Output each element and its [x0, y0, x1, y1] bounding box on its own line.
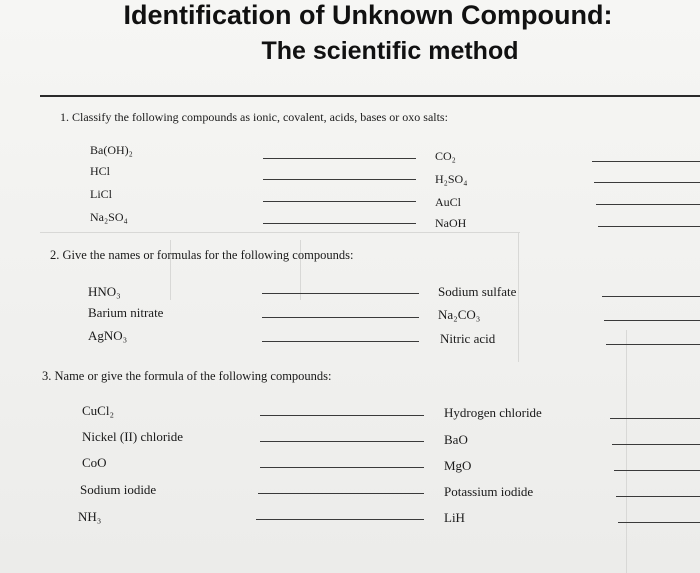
answer-blank[interactable] [596, 204, 700, 205]
compound-label: NaOH [435, 216, 467, 230]
answer-blank[interactable] [263, 201, 416, 202]
compound-label: Sodium sulfate [438, 284, 517, 299]
compound-label: Na₂SO₄ [90, 210, 128, 224]
compound-label: LiCl [90, 187, 113, 201]
compound-label: AgNO₃ [88, 328, 128, 343]
compound-label: MgO [444, 458, 472, 473]
title-divider [40, 95, 700, 97]
answer-blank[interactable] [260, 441, 424, 442]
answer-blank[interactable] [598, 226, 700, 227]
compound-label: HNO₃ [88, 284, 121, 299]
answer-blank[interactable] [602, 296, 700, 297]
compound-label: HCl [90, 164, 111, 178]
compound-label: Potassium iodide [444, 484, 534, 499]
answer-blank[interactable] [256, 519, 424, 520]
compound-label: LiH [444, 510, 465, 525]
compound-label: Nitric acid [440, 331, 496, 346]
background-grid-line [40, 232, 520, 233]
compound-label: Hydrogen chloride [444, 405, 542, 420]
compound-label: Barium nitrate [88, 305, 164, 320]
answer-blank[interactable] [260, 415, 424, 416]
answer-blank[interactable] [258, 493, 424, 494]
answer-blank[interactable] [262, 317, 419, 318]
section1-heading: 1. Classify the following compounds as ionic, covalent, acids, bases or oxo salts: [60, 110, 448, 124]
answer-blank[interactable] [594, 182, 700, 183]
compound-label: NH₃ [78, 509, 102, 524]
answer-blank[interactable] [263, 223, 416, 224]
answer-blank[interactable] [263, 179, 416, 180]
answer-blank[interactable] [612, 444, 700, 445]
background-grid-line [626, 330, 627, 573]
compound-label: CuCl₂ [82, 403, 114, 418]
compound-label: Na₂CO₃ [438, 307, 481, 322]
compound-label: CoO [82, 455, 107, 470]
answer-blank[interactable] [604, 320, 700, 321]
answer-blank[interactable] [262, 341, 419, 342]
compound-label: Ba(OH)₂ [90, 143, 133, 157]
section2-heading: 2. Give the names or formulas for the following compounds: [50, 248, 354, 262]
answer-blank[interactable] [262, 293, 419, 294]
compound-label: CO₂ [435, 149, 456, 163]
background-grid-line [518, 232, 519, 362]
compound-label: H₂SO₄ [435, 172, 468, 186]
worksheet-subtitle: The scientific method [261, 37, 519, 65]
answer-blank[interactable] [260, 467, 424, 468]
answer-blank[interactable] [606, 344, 700, 345]
answer-blank[interactable] [616, 496, 700, 497]
compound-label: BaO [444, 432, 468, 447]
answer-blank[interactable] [618, 522, 700, 523]
compound-label: Sodium iodide [80, 482, 157, 497]
answer-blank[interactable] [263, 158, 416, 159]
compound-label: Nickel (II) chloride [82, 429, 184, 444]
section3-heading: 3. Name or give the formula of the following compounds: [42, 369, 332, 383]
compound-label: AuCl [435, 195, 462, 209]
worksheet-title: Identification of Unknown Compound: [123, 0, 613, 30]
answer-blank[interactable] [610, 418, 700, 419]
answer-blank[interactable] [592, 161, 700, 162]
answer-blank[interactable] [614, 470, 700, 471]
